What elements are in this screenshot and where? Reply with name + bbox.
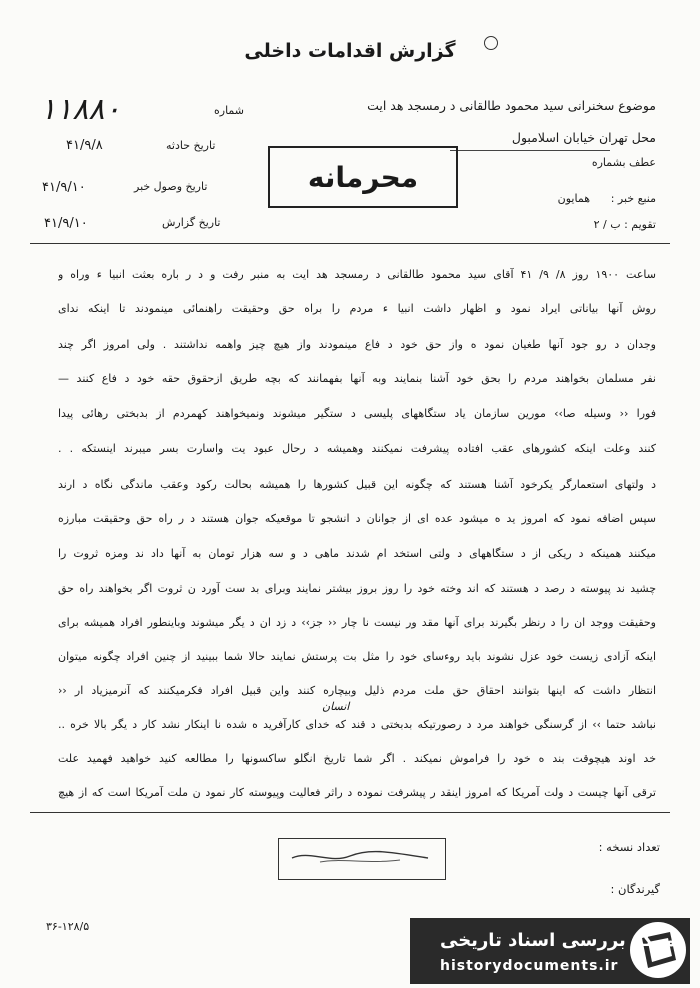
body-line: میکنند همینکه د ریکی از د ستگاههای د ولتی استخد ام شدند ماهی د و سه هزار تومان به آنها داد ند ومزه ثروت را [58,547,656,560]
document-title: گزارش اقدامات داخلی [244,40,456,62]
body-line: نفر مسلمان بخواهند مردم را بحق خود آشنا بنمایند وبه آنها بفهمانند که بچه طریق ازحقوق حقه خود د فاع کنند — [58,372,656,385]
location-underline [450,150,610,151]
body-line: وحقیقت ووجد ان را د رنظر بگیرند برای آنها مقد ور نیست نا چار ‹‹ جز›› د زد ان د یگر میشوند وباینطور افراد همیشه برای [58,616,656,629]
body-line: سپس اضافه نمود که امروز ید ه میشود عده ای از جوانان د انشجو تا موقعیکه جوان هستند د ر راه حق وحقیقت مبارزه [58,512,656,525]
recipients-label: گیرندگان : [610,882,660,896]
body-line: چشید ند پیوسته د رصد د هستند که اند وخته خود را روز بروز بیشتر نمایند وبرای بد ست آورد ن ثروت اگر بخواهند راه حق [58,582,656,595]
source-label: منبع خبر : [610,192,656,205]
footer-separator [30,812,670,813]
body-line: وجدان د رو جود آنها طغیان نمود ه واز حق خود د فاع مینمودند واز هیچ چیز واهمه نداشتند . ولی امروز اگر چند [58,338,656,351]
received-date-label: تاریخ وصول خبر [134,180,208,193]
body-line: کنند وعلت اینکه کشورهای عقب افتاده پیشرفت نمیکنند وهمیشه د رحال عبود یت واسارت بسر میبرند اینستکه . . [58,442,656,455]
report-date-value: ۴۱/۹/۱۰ [44,216,88,231]
body-line: نباشد حتما ›› از گرسنگی خواهند مرد د رصورتیکه بدبختی د قند که خدای کارآفرید ه شده نا اینکار نشد کار د یگر بالا خره .. [58,718,656,731]
body-line: انتظار داشت که اینها بتوانند احقاق حق ملت مردم ذلیل وبیچاره کنند واین قبیل افراد فکرمیکنند که آنرمیزیاد ار ‹‹ [58,684,656,697]
subject-line: موضوع سخنرانی سید محمود طالقانی د رمسجد هد ایت [367,98,656,113]
copies-label: تعداد نسخه : [598,840,660,854]
document-mark-icon [484,36,498,50]
header-separator [30,243,670,244]
number-value: ۱۱۸۸۰ [40,92,121,127]
number-label: شماره [214,104,245,117]
rating-label: تقویم : ب / ۲ [593,218,656,231]
source-value: همایون [557,192,590,205]
reference-label: عطف بشماره [591,156,656,169]
confidential-stamp: محرمانه [268,146,458,208]
body-line: اینکه آزادی زیست خود عزل نشوند باید روءسای خود را مثل بت پرستش نمایند حالا شما ببینید از چنین افراد چگونه میتوان [58,650,656,663]
body-line: د ولتهای استعمارگر یکرخود آشنا هستند که چگونه این قبیل کشورها را همیشه بحالت رکود وعقب ماندگی نگاه د ارند [58,478,656,491]
body-line: خد اوند هیچوقت بند ه خود را فراموش نمیکند . اگر شما تاریخ انگلو ساکسونها را مطالعه کنید خواهید فهمید علت [58,752,656,765]
incident-date-label: تاریخ حادثه [166,139,216,152]
body-line: ساعت ۱۹۰۰ روز ۸/ ۹/ ۴۱ آقای سید محمود طالقانی د رمسجد هد ایت به منبر رفت و د ر باره بعثت انبیا ء وراه و [58,268,656,281]
interlinear-note: انسان [322,700,350,713]
archive-title: مرکز بررسی اسناد تاریخی [440,930,677,951]
archive-url: historydocuments.ir [440,958,619,974]
body-line: فورا ‹‹ وسیله صا›› مورین سازمان یاد ستگاههای پلیسی د ستگیر میشوند ونمیخواهند کهمردم از بدبختی رهائی پیدا [58,407,656,420]
location-line: محل تهران خیابان اسلامبول [511,130,656,145]
reference-code: ۳۶-۱۲۸/۵ [46,920,90,933]
signature-scribble [290,848,430,866]
body-line: ترقی آنها چیست د ولت آمریکا که امروز اینقد ر پیشرفت نموده د راثر فعالیت وپیوسته کار نمود ن ملت آمریکا است که از هیچ [58,786,656,799]
incident-date-value: ۴۱/۹/۸ [66,138,103,153]
body-line: روش آنها بیاناتی ایراد نمود و اظهار داشت انبیا ء مردم را براه حق وحقیقت راهنمائی مینمودند تا اینکه ندای [58,302,656,315]
report-date-label: تاریخ گزارش [162,216,221,229]
received-date-value: ۴۱/۹/۱۰ [42,180,86,195]
